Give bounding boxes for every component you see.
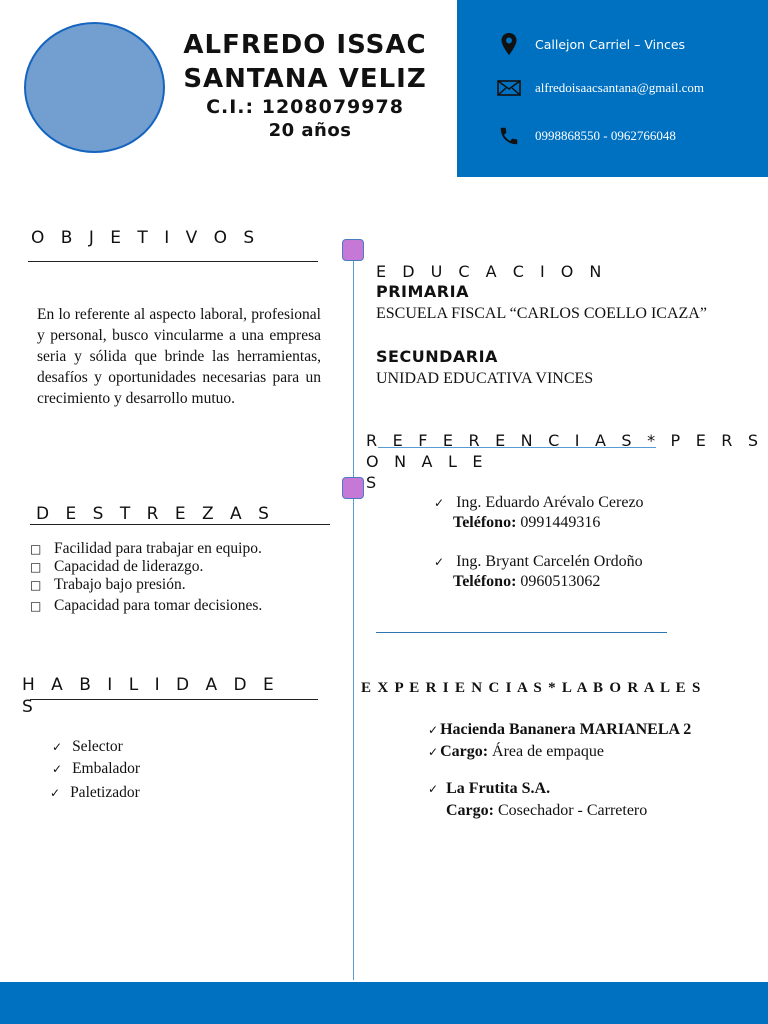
envelope-icon xyxy=(497,76,521,100)
references-bottom-divider xyxy=(376,632,667,633)
habilidades-title: H A B I L I D A D E S xyxy=(22,675,280,717)
job-item xyxy=(428,778,647,821)
phone-label: Teléfono: xyxy=(453,514,517,531)
destrezas-title: D E S T R E Z A S xyxy=(36,504,275,524)
timeline-line xyxy=(353,250,354,980)
destrezas-divider xyxy=(30,524,330,525)
reference-phone: 0960513062 xyxy=(520,573,601,590)
contact-phone[interactable]: 0998868550 - 0962766048 xyxy=(535,128,676,143)
referencias-title: R E F E R E N C I A S * P E R S O N A L E S xyxy=(366,431,764,492)
list-item: □ Capacidad para tomar decisiones. xyxy=(30,597,263,614)
educacion-title: E D U C A C I O N xyxy=(376,262,607,281)
primaria-school: ESCUELA FISCAL “CARLOS COELLO ICAZA” xyxy=(376,305,707,322)
job-company: La Frutita S.A. xyxy=(446,780,551,797)
experiencias-title: E X P E R I E N C I A S * L A B O R A L E S xyxy=(361,680,702,696)
list-item: ✓ Embalador xyxy=(52,758,252,780)
contact-panel xyxy=(457,0,768,177)
list-item: ✓ Selector xyxy=(52,736,252,758)
reference-item xyxy=(434,493,644,533)
reference-item xyxy=(434,552,643,592)
checkmark-icon: ✓ xyxy=(434,496,445,510)
footer-bar xyxy=(0,982,768,1024)
profile-photo-placeholder xyxy=(24,22,165,153)
checkmark-icon: ✓ xyxy=(428,745,439,759)
habilidades-divider xyxy=(30,699,318,700)
cargo-label: Cargo: xyxy=(440,743,489,760)
referencias-divider xyxy=(378,447,656,448)
phone-icon xyxy=(497,124,521,148)
checkmark-icon: ✓ xyxy=(52,762,63,776)
reference-name: Ing. Eduardo Arévalo Cerezo xyxy=(456,494,644,511)
checkmark-icon: ✓ xyxy=(428,723,439,737)
bullet-box-icon: □ xyxy=(30,542,42,556)
habilidades-list xyxy=(52,736,252,804)
objetivos-text: En lo referente al aspecto laboral, profesional y personal, busco vincularme a una empresa seria y sólida que brinde las herramientas, desafíos y oportunidades necesarias para un crecimiento y desarrollo mutuo. xyxy=(37,306,321,407)
full-name xyxy=(170,28,440,96)
timeline-marker-education xyxy=(342,239,364,261)
name-line-2: SANTANA VELIZ xyxy=(183,64,427,94)
checkmark-icon: ✓ xyxy=(428,782,439,796)
cargo-label: Cargo: xyxy=(446,802,494,819)
bullet-box-icon: □ xyxy=(30,560,42,574)
reference-phone: 0991449316 xyxy=(520,514,601,531)
job-cargo: Área de empaque xyxy=(492,743,604,760)
job-item xyxy=(428,719,691,763)
timeline-marker-references xyxy=(342,477,364,499)
id-number: C.I.: 1208079978 xyxy=(206,96,404,118)
secundaria-label: SECUNDARIA xyxy=(376,347,498,366)
contact-email-row xyxy=(497,76,704,100)
primaria-label: PRIMARIA xyxy=(376,282,469,301)
location-pin-icon xyxy=(497,32,521,56)
contact-phone-row xyxy=(497,124,676,148)
reference-name: Ing. Bryant Carcelén Ordoño xyxy=(456,553,643,570)
job-cargo: Cosechador - Carretero xyxy=(497,802,648,819)
objetivos-title: O B J E T I V O S xyxy=(31,228,260,248)
list-item: □ Facilidad para trabajar en equipo. xyxy=(30,540,262,557)
list-item: □ Capacidad de liderazgo. xyxy=(30,558,204,575)
age: 20 años xyxy=(268,120,352,141)
contact-address: Callejon Carriel – Vinces xyxy=(535,36,686,52)
list-item: □ Trabajo bajo presión. xyxy=(30,576,186,593)
destrezas-list xyxy=(30,540,350,615)
checkmark-icon: ✓ xyxy=(434,555,445,569)
list-item: ✓ Paletizador xyxy=(50,782,252,804)
objetivos-divider xyxy=(28,261,318,262)
job-company: Hacienda Bananera MARIANELA 2 xyxy=(440,721,692,738)
bullet-box-icon: □ xyxy=(30,599,42,613)
checkmark-icon: ✓ xyxy=(50,786,61,800)
bullet-box-icon: □ xyxy=(30,578,42,592)
contact-address-row xyxy=(497,32,685,56)
contact-email[interactable]: alfredoisaacsantana@gmail.com xyxy=(535,80,704,95)
phone-label: Teléfono: xyxy=(453,573,517,590)
secundaria-school: UNIDAD EDUCATIVA VINCES xyxy=(376,370,594,387)
checkmark-icon: ✓ xyxy=(52,740,63,754)
name-line-1: ALFREDO ISSAC xyxy=(183,30,427,60)
